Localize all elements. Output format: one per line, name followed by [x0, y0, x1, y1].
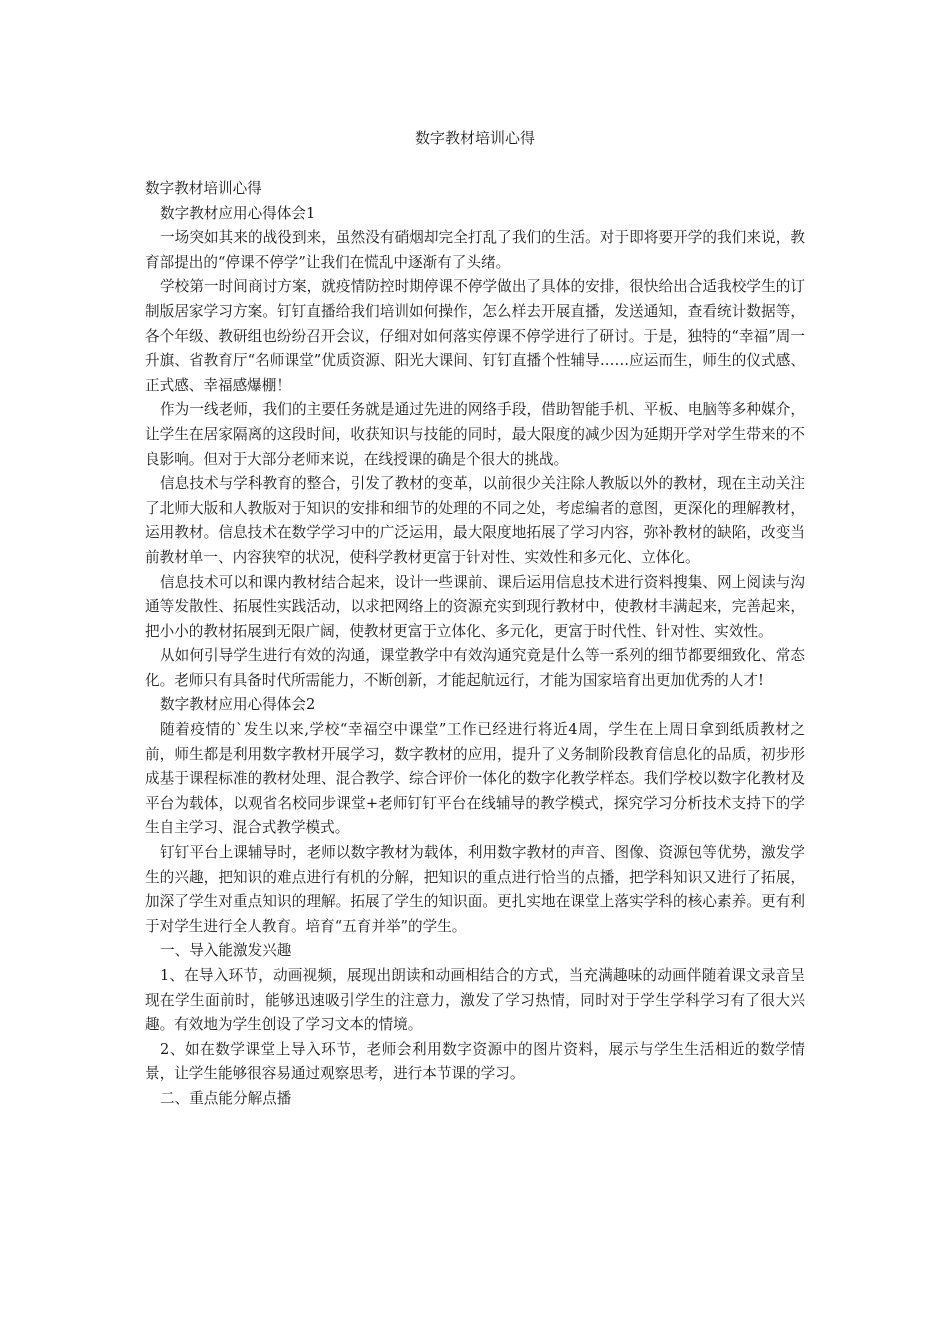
paragraph: 随着疫情的`发生以来,学校“幸福空中课堂”工作已经进行将近4周，学生在上周日拿到纸质教材之前，师生都是利用数字教材开展学习，数字教材的应用，提升了义务制阶段教育信息化的品质，初步形成基于课程标准的教材处理、混合教学、综合评价一体化的数字化教学样态。我们学校以数字化教材及平台为载体，以观省名校同步课堂+老师钉钉平台在线辅导的教学模式，探究学习分析技术支持下的学生自主学习、混合式教学模式。: [145, 721, 805, 837]
paragraph: 1、在导入环节，动画视频，展现出朗读和动画相结合的方式，当充满趣味的动画伴随着课文录音呈现在学生面前时，能够迅速吸引学生的注意力，激发了学习热情，同时对于学生学科学习有了很大兴趣。有效地为学生创设了学习文本的情境。: [145, 967, 805, 1034]
section-heading: 一、导入能激发兴趣: [160, 942, 292, 960]
document-subtitle: 数字教材培训心得: [145, 180, 262, 197]
paragraph: 作为一线老师，我们的主要任务就是通过先进的网络手段，借助智能手机、平板、电脑等多种媒介，让学生在居家隔离的这段时间，收获知识与技能的同时，最大限度的减少因为延期开学对学生带来的不良影响。但对于大部分老师来说，在线授课的确是个很大的挑战。: [145, 401, 805, 468]
section-heading: 二、重点能分解点播: [160, 1089, 292, 1107]
paragraph: 一场突如其来的战役到来，虽然没有硝烟却完全打乱了我们的生活。对于即将要开学的我们来说，教育部提出的“停课不停学”让我们在慌乱中逐渐有了头绪。: [145, 229, 805, 271]
section-heading: 数字教材应用心得体会2: [160, 696, 316, 714]
paragraph: 从如何引导学生进行有效的沟通，课堂教学中有效沟通究竟是什么等一系列的细节都要细致化、常态化。老师只有具备时代所需能力，不断创新，才能起航远行，才能为国家培育出更加优秀的人才!: [145, 647, 805, 689]
paragraph: 学校第一时间商讨方案，就疫情防控时期停课不停学做出了具体的安排，很快给出合适我校学生的订制版居家学习方案。钉钉直播给我们培训如何操作，怎么样去开展直播，发送通知，查看统计数据等，各个年级、教研组也纷纷召开会议，仔细对如何落实停课不停学进行了研讨。于是，独特的“幸福”周一升旗、省教育厅“名师课堂”优质资源、阳光大课间、钉钉直播个性辅导……应运而生，师生的仪式感、正式感、幸福感爆棚！: [145, 278, 805, 394]
section-heading: 数字教材应用心得体会1: [160, 204, 316, 222]
document-body: [145, 177, 805, 1112]
paragraph: 2、如在数学课堂上导入环节，老师会利用数字资源中的图片资料，展示与学生生活相近的数学情景，让学生能够很容易通过观察思考，进行本节课的学习。: [145, 1040, 805, 1083]
page-title: 数字教材培训心得: [414, 129, 535, 147]
paragraph: 信息技术与学科教育的整合，引发了教材的变革，以前很少关注除人教版以外的教材，现在主动关注了北师大版和人教版对于知识的安排和细节的处理的不同之处，考虑编者的意图，更深化的理解教材，运用教材。信息技术在数学学习中的广泛运用，最大限度地拓展了学习内容，弥补教材的缺陷，改变当前教材单一、内容狭窄的状况，使科学教材更富于针对性、实效性和多元化、立体化。: [145, 475, 805, 566]
paragraph: 信息技术可以和课内教材结合起来，设计一些课前、课后运用信息技术进行资料搜集、网上阅读与沟通等发散性、拓展性实践活动，以求把网络上的资源充实到现行教材中，使教材丰满起来，完善起来，把小小的教材拓展到无限广阔，使教材更富于立体化、多元化，更富于时代性、针对性、实效性。: [145, 573, 805, 640]
paragraph: 钉钉平台上课辅导时，老师以数字教材为载体，利用数字教材的声音、图像、资源包等优势，激发学生的兴趣，把知识的难点进行有机的分解，把知识的重点进行恰当的点播，把学科知识又进行了拓展，加深了学生对重点知识的理解。拓展了学生的知识面。更扎实地在课堂上落实学科的核心素养。更有利于对学生进行全人教育。培育“五育并举”的学生。: [145, 844, 805, 935]
